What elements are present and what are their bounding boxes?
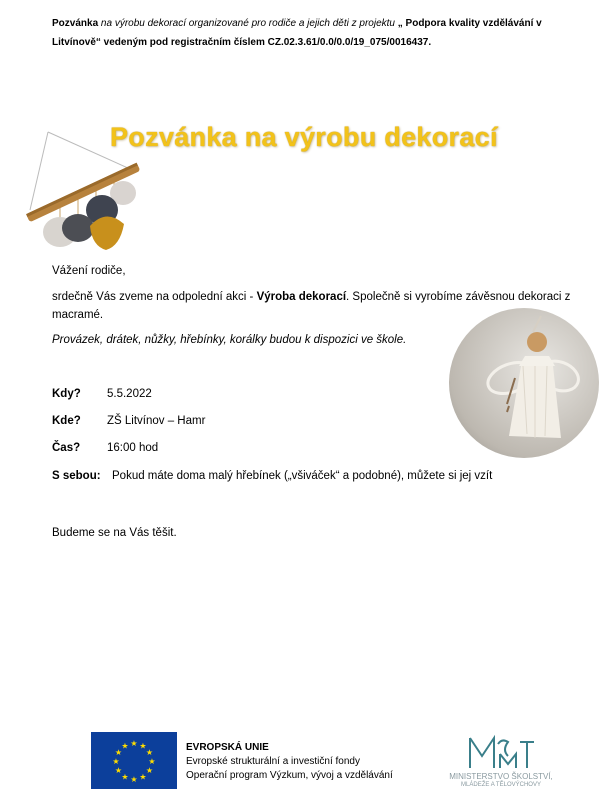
svg-text:★: ★ xyxy=(145,748,154,757)
svg-text:★: ★ xyxy=(114,766,123,775)
header-part2: na výrobu dekorací organizované pro rodiče a jejich děti z projektu xyxy=(100,18,395,29)
svg-text:★: ★ xyxy=(139,772,147,782)
svg-text:★: ★ xyxy=(139,741,147,751)
eu-line1: EVROPSKÁ UNIE xyxy=(186,742,269,753)
detail-value: ZŠ Litvínov – Hamr xyxy=(107,415,206,427)
closing-line: Budeme se na Vás těšit. xyxy=(52,527,177,539)
detail-key: Kdy? xyxy=(52,388,81,400)
eu-program-text xyxy=(186,741,393,783)
page-title: Pozvánka na výrobu dekorací xyxy=(110,122,498,152)
header-part3: „ Podpora kvality vzdělávání v Litvínově“ vedeným pod registračním číslem CZ.02.3.61/0.0/0.0/19_075/0016437. xyxy=(52,18,542,48)
detail-row-when xyxy=(52,388,152,400)
detail-row-bring xyxy=(52,470,592,482)
invite-after: . Společně si vyrobíme závěsnou dekoraci z macramé. xyxy=(52,291,571,321)
msmt-text xyxy=(436,772,566,790)
svg-text:★: ★ xyxy=(112,757,120,766)
header-part1: Pozvánka xyxy=(52,18,101,29)
svg-text:★: ★ xyxy=(148,757,156,766)
macrame-angel-photo xyxy=(449,308,599,458)
svg-text:★: ★ xyxy=(145,766,154,775)
svg-text:★: ★ xyxy=(130,739,138,748)
detail-value: 5.5.2022 xyxy=(107,388,152,400)
detail-value: Pokud máte doma malý hřebínek („všiváček“ a podobné), můžete si jej vzít xyxy=(112,470,493,482)
eu-line3: Operační program Výzkum, vývoj a vzdělávání xyxy=(186,770,393,781)
materials-note: Provázek, drátek, nůžky, hřebínky, korálky budou k dispozici ve škole. xyxy=(52,334,407,346)
project-header xyxy=(52,14,572,52)
detail-key: Čas? xyxy=(52,442,81,454)
svg-text:★: ★ xyxy=(121,741,129,751)
greeting: Vážení rodiče, xyxy=(52,265,126,277)
detail-value: 16:00 hod xyxy=(107,442,159,454)
detail-row-where xyxy=(52,415,205,427)
angel-figure xyxy=(449,308,599,458)
detail-key: S sebou: xyxy=(52,470,101,482)
svg-text:★: ★ xyxy=(114,748,123,757)
eu-line2: Evropské strukturální a investiční fondy xyxy=(186,756,360,767)
detail-row-time xyxy=(52,442,158,454)
invite-event-name: Výroba dekorací xyxy=(256,291,347,303)
svg-text:★: ★ xyxy=(121,772,129,782)
msmt-line2: MLÁDEŽE A TĚLOVÝCHOVY xyxy=(461,782,541,788)
svg-text:★: ★ xyxy=(130,775,138,784)
eu-flag-logo xyxy=(91,732,177,789)
invite-before: srdečně Vás zveme na odpolední akci - xyxy=(52,291,257,303)
detail-key: Kde? xyxy=(52,415,81,427)
msmt-line1: MINISTERSTVO ŠKOLSTVÍ, xyxy=(449,772,553,781)
